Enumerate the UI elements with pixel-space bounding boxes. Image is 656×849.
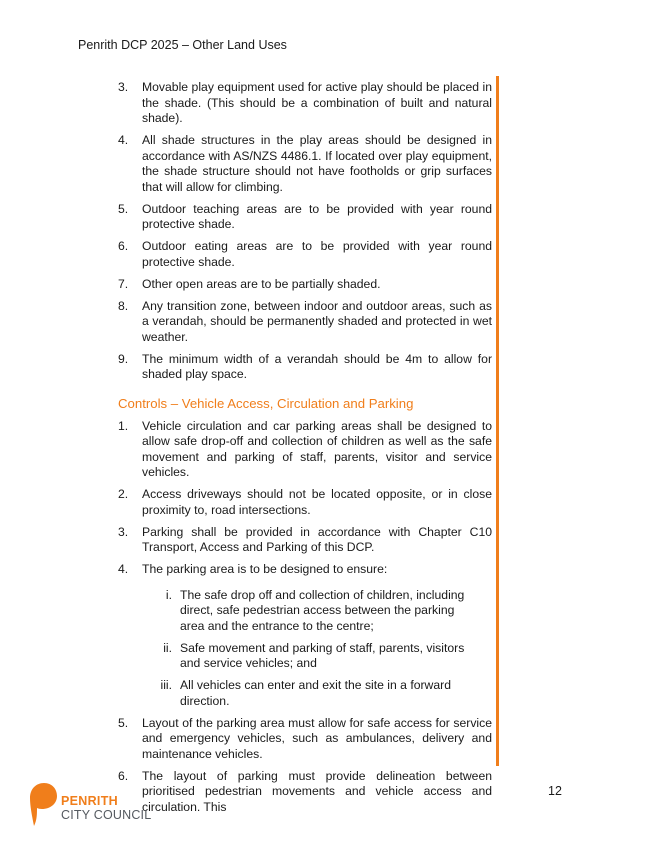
- list-item: [118, 487, 492, 518]
- list-number: 8.: [118, 298, 129, 313]
- list-number: 5.: [118, 201, 129, 216]
- list-number: 4.: [118, 562, 129, 576]
- sub-list-item: [118, 641, 480, 672]
- sub-list-numeral: ii.: [163, 640, 172, 655]
- parking-sub-list: [118, 588, 492, 710]
- list-text: Layout of the parking area must allow for safe access for service and emergency vehicles, such as ambulances, delivery and maintenance vehicles.: [142, 715, 492, 761]
- list-number: 3.: [118, 524, 129, 539]
- list-item: [118, 562, 492, 578]
- list-text: Outdoor eating areas are to be provided with year round protective shade.: [142, 239, 492, 269]
- list-number: 2.: [118, 487, 129, 501]
- list-number: 3.: [118, 80, 129, 94]
- list-item: [118, 80, 492, 127]
- list-text: The layout of parking must provide delineation between prioritised pedestrian movements and vehicle access and circulation. This: [142, 768, 492, 814]
- list-item: [118, 525, 492, 556]
- list-text: Parking shall be provided in accordance with Chapter C10 Transport, Access and Parking of this DCP.: [142, 524, 492, 554]
- list-text: All shade structures in the play areas should be designed in accordance with AS/NZS 4486.1. If located over play equipment, the shade structure should not have footholds or grip surfaces that will allow for climbing.: [142, 133, 492, 194]
- list-number: 9.: [118, 351, 129, 366]
- list-number: 6.: [118, 239, 129, 253]
- margin-accent-rule: [496, 76, 499, 766]
- logo-line-penrith: PENRITH: [61, 794, 118, 808]
- sub-list-item: [118, 588, 480, 635]
- list-item: [118, 352, 492, 383]
- list-number: 6.: [118, 768, 129, 783]
- list-item: [118, 202, 492, 233]
- list-text: Access driveways should not be located opposite, or in close proximity to, road intersections.: [142, 487, 492, 517]
- list-text: Other open areas are to be partially shaded.: [142, 276, 381, 291]
- list-item: [118, 277, 492, 293]
- shade-list: [118, 80, 492, 383]
- sub-list-numeral: i.: [165, 587, 172, 602]
- council-logo: [28, 782, 158, 832]
- list-text: Any transition zone, between indoor and outdoor areas, such as a verandah, should be permanently shaded and protected in wet weather.: [142, 298, 492, 344]
- list-number: 7.: [118, 276, 129, 291]
- list-item: [118, 299, 492, 346]
- list-text: Movable play equipment used for active play should be placed in the shade. (This should be a combination of built and natural shade).: [142, 80, 492, 125]
- sub-list-text: The safe drop off and collection of children, including direct, safe pedestrian access between the parking area and the entrance to the centre;: [180, 587, 465, 633]
- sub-list-numeral: iii.: [160, 678, 172, 692]
- list-number: 5.: [118, 715, 129, 730]
- list-text: Outdoor teaching areas are to be provided with year round protective shade.: [142, 201, 492, 231]
- penrith-p-logo-icon: [28, 782, 58, 828]
- list-text: Vehicle circulation and car parking areas shall be designed to allow safe drop-off and collection of children as well as the safe movement and parking of staff, parents, visitor and service vehicles.: [142, 418, 492, 479]
- page-content: [118, 80, 492, 822]
- list-text: The minimum width of a verandah should be 4m to allow for shaded play space.: [142, 351, 492, 381]
- list-item: [118, 419, 492, 481]
- list-number: 4.: [118, 133, 129, 147]
- logo-wordmark: [61, 794, 151, 822]
- page-header-title: Penrith DCP 2025 – Other Land Uses: [78, 38, 287, 52]
- list-text: The parking area is to be designed to ensure:: [142, 562, 388, 576]
- section-heading: Controls – Vehicle Access, Circulation and Parking: [118, 395, 414, 411]
- list-item: [118, 716, 492, 763]
- sub-list-text: All vehicles can enter and exit the site in a forward direction.: [180, 678, 451, 708]
- logo-line-city-council: CITY COUNCIL: [61, 808, 152, 822]
- list-item: [118, 239, 492, 270]
- list-item: [118, 769, 492, 816]
- sub-list-text: Safe movement and parking of staff, parents, visitors and service vehicles; and: [180, 640, 465, 670]
- page-number: 12: [548, 784, 562, 798]
- list-number: 1.: [118, 418, 129, 433]
- list-item: [118, 133, 492, 195]
- sub-list-item: [118, 678, 480, 709]
- vehicle-controls-list: [118, 419, 492, 816]
